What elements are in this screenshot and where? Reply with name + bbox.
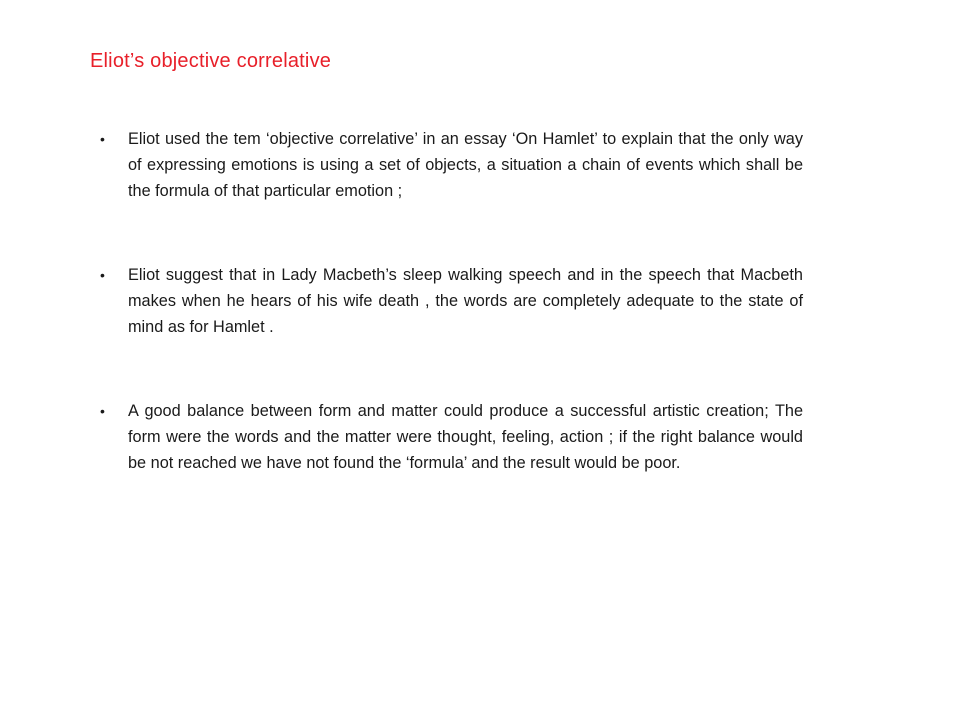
bullet-text: Eliot used the tem ‘objective correlative’ in an essay ‘On Hamlet’ to explain that the only way of expressing emotions is using a set of objects, a situation a chain of events which shall be the formula of that particular emotion ; [128,130,803,200]
bullet-item [100,398,803,476]
bullet-text: A good balance between form and matter could produce a successful artistic creation; The form were the words and the matter were thought, feeling, action ; if the right balance would be not reached we have not found the ‘formula’ and the result would be poor. [128,402,803,472]
bullet-list [100,126,803,476]
bullet-icon: • [100,403,105,419]
bullet-icon: • [100,131,105,147]
slide-title: Eliot’s objective correlative [90,50,332,72]
bullet-text: Eliot suggest that in Lady Macbeth’s sleep walking speech and in the speech that Macbeth makes when he hears of his wife death , the words are completely adequate to the state of mind as for Hamlet . [128,266,803,336]
bullet-item [100,262,803,340]
bullet-item [100,126,803,204]
bullet-icon: • [100,267,105,283]
